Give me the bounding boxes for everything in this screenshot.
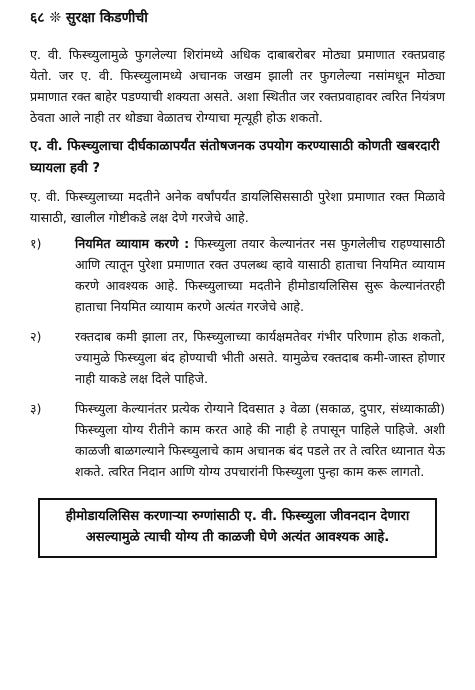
list-item-number: ३) — [30, 401, 42, 416]
page-number: ६८ — [30, 10, 45, 26]
list-item-number: २) — [30, 329, 42, 344]
list-item-text — [75, 326, 445, 389]
list-item-body: रक्तदाब कमी झाला तर, फिस्च्युलाच्या कार्यक्षमतेवर गंभीर परिणाम होऊ शकतो, ज्यामुळे फिस्च्युला बंद होण्याची भीती असते. यामुळेच रक्तदाब कमी-जास्त होणार नाही याकडे लक्ष दिले पाहिजे. — [75, 329, 445, 386]
ornament-icon: ❊ — [49, 10, 62, 26]
list-item-text — [75, 398, 445, 482]
section-heading: ए. वी. फिस्च्युलाचा दीर्घकाळापर्यंत संतोषजनक उपयोग करण्यासाठी कोणती खबरदारी घ्यायला हवी ? — [30, 139, 440, 176]
list-item — [30, 326, 445, 389]
intro-paragraph: ए. वी. फिस्च्युलामुळे फुगलेल्या शिरांमध्ये अधिक दाबाबरोबर मोठ्या प्रमाणात रक्तप्रवाह येतो. जर ए. वी. फिस्च्युलामध्ये अचानक जखम झाली तर फुगलेल्या नसांमधून मोठ्या प्रमाणात रक्त बाहेर पडण्याची शक्यता असते. अशा स्थितीत जर रक्तप्रवाहावर त्वरित नियंत्रण ठेवता आले नाही तर थोड्या वेळातच रोग्याचा मृत्यूही होऊ शकतो. — [30, 47, 445, 125]
book-title: सुरक्षा किडणीची — [66, 10, 148, 26]
list-item-text — [75, 233, 445, 317]
page-header — [30, 8, 445, 28]
precautions-list — [30, 233, 445, 482]
list-item — [30, 398, 445, 482]
list-item-number: १) — [30, 236, 42, 251]
list-item-body: फिस्च्युला केल्यानंतर प्रत्येक रोग्याने दिवसात ३ वेळा (सकाळ, दुपार, संध्याकाळी) फिस्च्युला योग्य रीतीने काम करत आहे की नाही हे तपासून पाहिले पाहिजे. अशी काळजी बाळगल्याने फिस्च्युलाचे काम अचानक बंद पडले तर ते त्वरित ध्यानात येऊ शकते. त्वरित निदान आणि योग्य उपचारांनी फिस्च्युला पुन्हा काम करू लागतो. — [75, 401, 445, 479]
section-intro: ए. वी. फिस्च्युलाच्या मदतीने अनेक वर्षांपर्यंत डायलिसिससाठी पुरेशा प्रमाणात रक्त मिळावे यासाठी, खालील गोष्टीकडे लक्ष देणे गरजेचे आहे. — [30, 189, 445, 225]
list-item — [30, 233, 445, 317]
list-item-body: फिस्च्युला तयार केल्यानंतर नस फुगलेलीच राहण्यासाठी आणि त्यातून पुरेशा प्रमाणात रक्त उपलब्ध व्हावे यासाठी हाताचा नियमित व्यायाम करणे आवश्यक आहे. फिस्च्युलाच्या मदतीने हीमोडायलिसिस सुरू केल्यानंतरही हाताचा नियमित व्यायाम करणे अत्यंत गरजेचे आहे. — [75, 236, 445, 314]
callout-box: हीमोडायलिसिस करणाऱ्या रुग्णांसाठी ए. वी. फिस्च्युला जीवनदान देणारा असल्यामुळे त्याची योग्य ती काळजी घेणे अत्यंत आवश्यक आहे. — [38, 498, 437, 558]
list-item-lead: नियमित व्यायाम करणे : — [75, 236, 190, 251]
